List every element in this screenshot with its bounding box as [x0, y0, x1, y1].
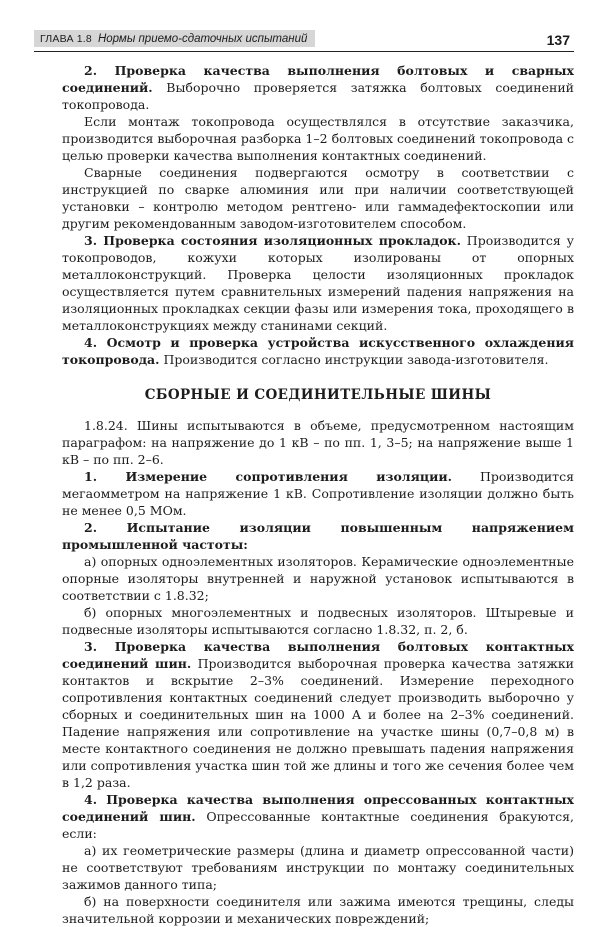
paragraph-lead: 2. Проверка качества выполнения болтовых и сварных соединений.	[62, 63, 574, 95]
page-number: 137	[546, 32, 570, 48]
paragraph-text: б) на поверхности соединителя или зажима имеются трещины, следы значительной коррозии и механических повреждений;	[62, 894, 574, 926]
page-body	[62, 62, 574, 927]
paragraph-text: а) их геометрические размеры (длина и диаметр опрессованной части) не соответствуют требованиям инструкции по монтажу соединительных зажимов данного типа;	[62, 843, 574, 892]
paragraph-text: б) опорных многоэлементных и подвесных изоляторов. Штыревые и подвесные изоляторы испытываются согласно 1.8.32, п. 2, б.	[62, 605, 574, 637]
paragraph	[62, 553, 574, 604]
paragraph-text: Производится у токопроводов, кожухи которых изолированы от опорных металлоконструкций. Проверка целости изоляционных прокладок осуществляется путем сравнительных измерений падения напряжения на изоляционных прокладках секции фазы или измерения тока, проходящего в металлоконструкциях между станинами секций.	[62, 233, 574, 333]
paragraph	[62, 417, 574, 468]
paragraph-text: Производится согласно инструкции завода-изготовителя.	[159, 352, 549, 367]
paragraph	[62, 164, 574, 232]
section-heading: СБОРНЫЕ И СОЕДИНИТЕЛЬНЫЕ ШИНЫ	[144, 387, 492, 403]
chapter-label-box	[34, 30, 315, 47]
paragraph-lead: 3. Проверка качества выполнения болтовых контактных соединений шин.	[62, 639, 574, 671]
paragraph-text: Если монтаж токопровода осуществлялся в отсутствие заказчика, производится выборочная разборка 1–2 болтовых соединений токопровода с целью проверки качества выполнения контактных соединений.	[62, 114, 574, 163]
paragraph-text: 1.8.24. Шины испытываются в объеме, предусмотренном настоящим параграфом: на напряжение до 1 кВ – по пп. 1, 3–5; на напряжение выше 1 кВ – по пп. 2–6.	[62, 418, 574, 467]
paragraph	[62, 334, 574, 368]
paragraph-lead: 3. Проверка состояния изоляционных прокладок.	[84, 233, 461, 248]
header-rule	[34, 51, 574, 52]
paragraph	[62, 62, 574, 113]
paragraph	[62, 893, 574, 927]
paragraph-text: Производится выборочная проверка качества затяжки контактов и вскрытие 2–3% соединений. Измерение переходного сопротивления контактных соединений следует производить выборочно у сборных и соединительных шин на 1000 А и более на 2–3% соединений. Падение напряжения или сопротивление на участке шины (0,7–0,8 м) в месте контактного соединения не должно превышать падения напряжения или сопротивления участка шин той же длины и того же сечения более чем в 1,2 раза.	[62, 656, 574, 790]
paragraph	[62, 791, 574, 842]
chapter-number: ГЛАВА 1.8	[40, 32, 92, 45]
chapter-title: Нормы приемо-сдаточных испытаний	[97, 32, 308, 45]
bottom-paragraphs	[62, 417, 574, 927]
paragraph	[62, 842, 574, 893]
top-paragraphs	[62, 62, 574, 368]
paragraph-lead: 4. Проверка качества выполнения опрессованных контактных соединений шин.	[62, 792, 574, 824]
page-header	[34, 30, 574, 50]
paragraph-text: Опрессованные контактные соединения бракуются, если:	[62, 809, 574, 841]
paragraph-lead: 4. Осмотр и проверка устройства искусственного охлаждения токопровода.	[62, 335, 574, 367]
paragraph	[62, 519, 574, 553]
paragraph-lead: 2. Испытание изоляции повышенным напряжением промышленной частоты:	[62, 520, 574, 552]
paragraph	[62, 113, 574, 164]
paragraph-lead: 1. Измерение сопротивления изоляции.	[84, 469, 452, 484]
paragraph-text: Производится мегаомметром на напряжение 1 кВ. Сопротивление изоляции должно быть не менее 0,5 МОм.	[62, 469, 574, 518]
paragraph	[62, 468, 574, 519]
paragraph	[62, 232, 574, 334]
paragraph-text: Выборочно проверяется затяжка болтовых соединений токопровода.	[62, 80, 574, 112]
paragraph	[62, 638, 574, 791]
paragraph	[62, 604, 574, 638]
paragraph-text: Сварные соединения подвергаются осмотру в соответствии с инструкцией по сварке алюминия или при наличии соответствующей установки – контролю методом рентгено- или гаммадефектоскопии или другим рекомендованным заводом-изготовителем способом.	[62, 165, 574, 231]
paragraph-text: а) опорных одноэлементных изоляторов. Керамические одноэлементные опорные изоляторы внутренней и наружной установок испытываются в соответствии с 1.8.32;	[62, 554, 574, 603]
